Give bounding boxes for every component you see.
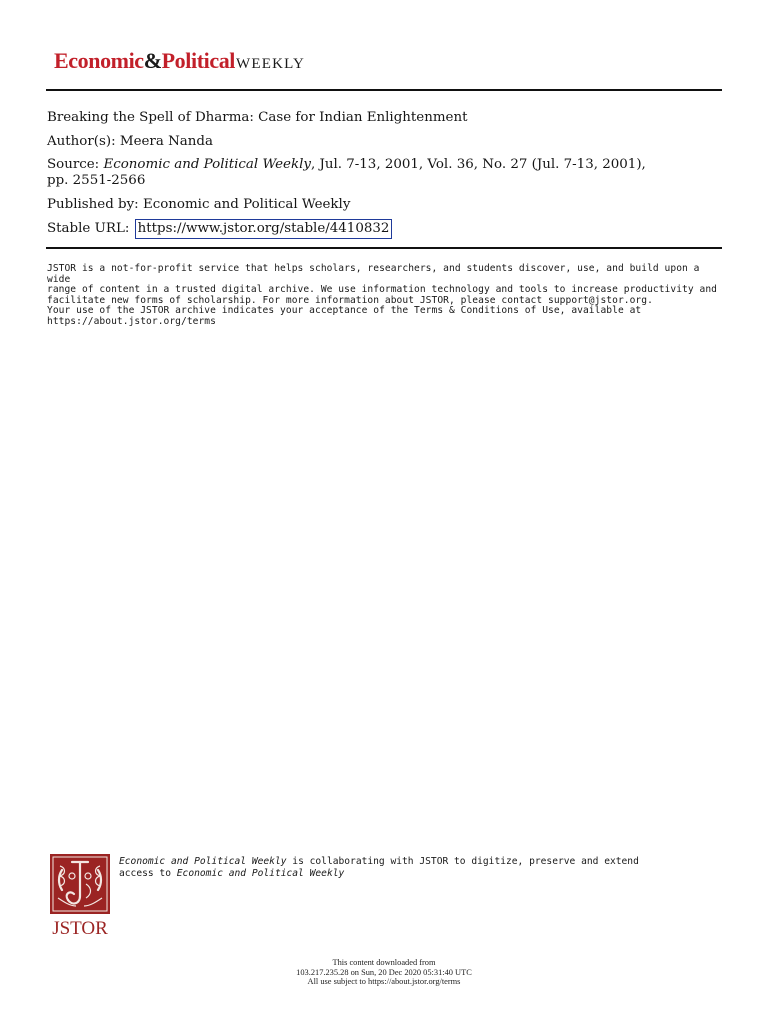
download-footer (0, 958, 768, 987)
source-details: , Jul. 7-13, 2001, Vol. 36, No. 27 (Jul. 7-13, 2001), (310, 157, 646, 172)
terms-link[interactable]: https://about.jstor.org/terms (47, 315, 216, 327)
jstor-notice-paragraph (47, 264, 727, 306)
publisher-line (47, 196, 350, 213)
terms-line: Your use of the JSTOR archive indicates your acceptance of the Terms & Conditions of Use, available at (47, 305, 642, 316)
logo-political: Political (161, 48, 236, 73)
notice-line: JSTOR is a not-for-profit service that helps scholars, researchers, and students discover, use, and build upon a wide (47, 263, 700, 285)
jstor-logo (48, 854, 112, 938)
collab-journal: Economic and Political Weekly (119, 856, 287, 867)
epw-logo (54, 48, 305, 74)
top-rule (46, 89, 722, 91)
stable-url-label: Stable URL: (47, 221, 130, 236)
author-name: Meera Nanda (119, 134, 213, 149)
article-title-text: Breaking the Spell of Dharma: Case for Indian Enlightenment (47, 110, 468, 125)
footer-line-2: 103.217.235.28 on Sun, 20 Dec 2020 05:31:40 UTC (296, 967, 472, 977)
source-line (47, 156, 646, 173)
jstor-emblem-icon (48, 854, 112, 938)
stable-url-link[interactable]: https://www.jstor.org/stable/4410832 (135, 219, 393, 239)
stable-url-line (47, 219, 392, 239)
publisher-name: Economic and Political Weekly (142, 197, 351, 212)
author-label: Author(s): (47, 134, 116, 149)
collab-line-2 (119, 868, 679, 880)
author-line (47, 133, 213, 150)
pages-text: pp. 2551-2566 (47, 173, 146, 188)
notice-line: range of content in a trusted digital archive. We use information technology and tools to increase productivity and (47, 284, 717, 295)
pages-line (47, 172, 145, 189)
logo-ampersand: & (143, 48, 162, 73)
logo-weekly: WEEKLY (236, 56, 306, 72)
article-title (47, 109, 467, 126)
logo-economic: Economic (54, 48, 144, 73)
footer-line-1: This content downloaded from (332, 958, 436, 967)
collaboration-statement (119, 856, 679, 879)
publisher-label: Published by: (47, 197, 139, 212)
collab-journal-2: Economic and Political Weekly (176, 867, 345, 879)
source-label: Source: (47, 157, 100, 172)
collab-access: access to (119, 867, 177, 879)
terms-paragraph (47, 306, 727, 327)
middle-rule (46, 247, 722, 249)
jstor-wordmark: JSTOR (52, 918, 108, 938)
collab-line-1 (119, 856, 679, 868)
source-journal: Economic and Political Weekly (103, 157, 311, 172)
footer-line-3: All use subject to https://about.jstor.org/terms (307, 977, 461, 986)
notice-line: facilitate new forms of scholarship. For more information about JSTOR, please contact support@jstor.org. (47, 294, 653, 306)
collab-text: is collaborating with JSTOR to digitize, preserve and extend (286, 856, 639, 867)
